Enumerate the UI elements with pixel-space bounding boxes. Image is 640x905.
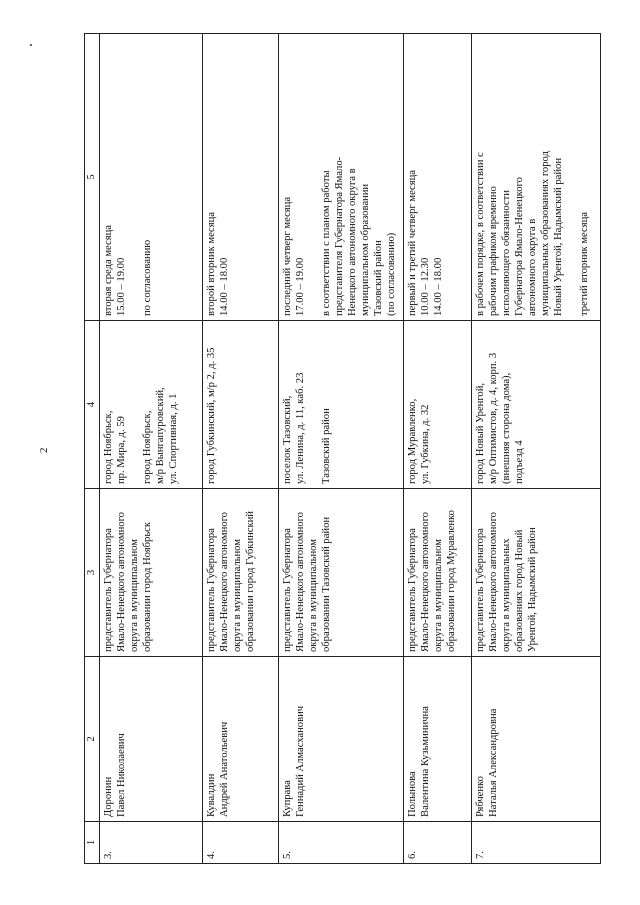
name-cell: [278, 657, 404, 822]
header-row: [85, 34, 100, 864]
text-line: Ненецкого автономного округа в: [346, 168, 358, 316]
text-line: Ямало-Ненецкого автономного: [294, 512, 306, 652]
schedule-cell: [472, 34, 601, 321]
text-line: представитель Губернатора: [205, 528, 217, 652]
text-line: Тазовский район: [372, 240, 384, 316]
text-block: [281, 325, 307, 484]
text-line: образовании Тазовский район: [320, 516, 332, 652]
text-block: [320, 38, 398, 316]
text-line: округа в муниципальном: [433, 539, 445, 652]
text-line: поселок Тазовский,: [281, 395, 293, 484]
text-line: город Ноябрьск,: [103, 410, 114, 484]
text-line: вторая среда месяца: [103, 225, 114, 316]
text-line: представитель Губернатора: [475, 528, 487, 652]
text-line: Куправа: [281, 780, 293, 817]
text-block: [578, 38, 591, 316]
text-line: 10.00 – 12.30: [420, 257, 432, 316]
text-line: образовании город Ноябрьск: [142, 521, 153, 652]
text-line: первый и третий четверг месяца: [407, 169, 419, 316]
schedule-cell: [202, 34, 278, 321]
row-number-cell: 7.: [472, 822, 601, 864]
text-line: город Муравленко,: [407, 398, 419, 484]
text-line: Павел Николаевич: [116, 733, 127, 817]
row-number-cell: 5.: [278, 822, 404, 864]
table-row: [404, 34, 472, 864]
row-number-cell: 6.: [404, 822, 472, 864]
text-line: последний четверг месяца: [281, 196, 293, 316]
text-block: [406, 325, 432, 484]
position-cell: [472, 489, 601, 657]
header-cell: 5: [85, 34, 100, 321]
address-cell: [100, 321, 203, 489]
text-line: Ямало-Ненецкого автономного: [488, 512, 500, 652]
header-cell: 2: [85, 657, 100, 822]
text-line: Валентина Кузьминична: [420, 706, 432, 817]
page-number: 2: [38, 447, 50, 453]
position-cell: [404, 489, 472, 657]
schedule-cell: [404, 34, 472, 321]
text-line: округа в муниципальном: [129, 539, 140, 652]
text-line: представитель Губернатора: [407, 528, 419, 652]
text-block: [102, 325, 128, 484]
text-line: ул. Спортивная, д. 1: [168, 393, 179, 484]
text-block: [474, 38, 565, 316]
name-cell: [202, 657, 278, 822]
text-line: по согласованию: [142, 239, 153, 316]
table-row: [278, 34, 404, 864]
scan-speck: [30, 44, 32, 46]
text-line: ул. Ленина, д. 11, каб. 23: [294, 372, 306, 484]
position-cell: [202, 489, 278, 657]
text-line: (внешняя сторона дома),: [501, 372, 513, 484]
text-line: округа в муниципальном: [231, 539, 243, 652]
text-block: [320, 325, 333, 484]
header-cell: 4: [85, 321, 100, 489]
text-line: представителя Губернатора Ямало-: [333, 156, 345, 316]
text-line: Новый Уренгой, Надымский район: [553, 157, 565, 316]
text-block: [281, 38, 307, 316]
text-line: город Ноябрьск,: [142, 410, 153, 484]
table-row: [202, 34, 278, 864]
text-line: Наталья Александровна: [488, 708, 500, 817]
text-line: Кувалдин: [205, 773, 217, 817]
text-line: Тазовский район: [320, 408, 332, 484]
text-line: второй вторник месяца: [205, 211, 217, 316]
position-cell: [278, 489, 404, 657]
text-line: Губернатора Ямало-Ненецкого: [514, 177, 526, 316]
text-line: 14.00 – 18.00: [433, 257, 445, 316]
text-line: Ямало-Ненецкого автономного: [218, 512, 230, 652]
text-line: исполняющего обязанности: [501, 190, 513, 316]
schedule-cell: [100, 34, 203, 321]
text-line: Андрей Анатольевич: [218, 721, 230, 817]
position-cell: [100, 489, 203, 657]
address-cell: [278, 321, 404, 489]
text-block: [141, 325, 180, 484]
text-line: Ямало-Ненецкого автономного: [420, 512, 432, 652]
text-line: 14.00 – 18.00: [218, 257, 230, 316]
text-block: [141, 38, 154, 316]
header-cell: 1: [85, 822, 100, 864]
text-line: образованиях город Новый: [514, 529, 526, 652]
name-cell: [404, 657, 472, 822]
text-line: округа в муниципальном: [307, 539, 319, 652]
text-block: [102, 38, 128, 316]
text-block: [406, 38, 445, 316]
text-line: Доронин: [103, 776, 114, 817]
name-cell: [100, 657, 203, 822]
address-cell: [472, 321, 601, 489]
text-line: пр. Мира, д. 59: [116, 416, 127, 484]
table-row: [472, 34, 601, 864]
text-line: Рябченко: [475, 776, 487, 817]
text-line: 15.00 – 19.00: [116, 257, 127, 316]
text-line: Полынова: [407, 771, 419, 817]
text-line: город Губкинский, м/р 2, д. 35: [205, 347, 217, 484]
text-line: представитель Губернатора: [103, 528, 114, 652]
text-line: город Новый Уренгой,: [475, 382, 487, 484]
text-line: округа в муниципальных: [501, 538, 513, 652]
text-line: Ямало-Ненецкого автономного: [116, 512, 127, 652]
text-line: подъезд 4: [514, 440, 526, 484]
text-line: м/р Вынгапуровский,: [155, 387, 166, 484]
text-line: рабочим графиком временно: [488, 186, 500, 316]
text-block: [205, 38, 231, 316]
text-line: Геннадий Алмасханович: [294, 705, 306, 817]
text-line: автономного округа в: [527, 218, 539, 316]
text-line: 17.00 – 19.00: [294, 257, 306, 316]
row-number-cell: 3.: [100, 822, 203, 864]
name-cell: [472, 657, 601, 822]
address-cell: [202, 321, 278, 489]
row-number-cell: 4.: [202, 822, 278, 864]
rotated-table-container: [84, 34, 601, 864]
text-line: третий вторник месяца: [579, 212, 591, 316]
text-block: [205, 325, 218, 484]
text-line: Уренгой, Надымский район: [527, 527, 539, 652]
text-line: муниципальном образовании: [359, 183, 371, 316]
header-cell: 3: [85, 489, 100, 657]
table-row: [100, 34, 203, 864]
schedule-cell: [278, 34, 404, 321]
text-line: образовании город Муравленко: [446, 510, 458, 652]
text-line: (по согласованию): [385, 232, 397, 316]
text-block: [474, 325, 526, 484]
text-line: в рабочем порядке, в соответствии с: [475, 152, 487, 316]
document-table: [84, 33, 601, 864]
text-line: в соответствии с планом работы: [320, 170, 332, 316]
address-cell: [404, 321, 472, 489]
text-line: представитель Губернатора: [281, 528, 293, 652]
text-line: образовании город Губкинский: [244, 511, 256, 652]
text-line: ул. Губкина, д. 32: [420, 404, 432, 484]
text-line: муниципальных образованиях город: [540, 151, 552, 316]
text-line: м/р Оптимистов, д. 4, корп. 3: [488, 352, 500, 484]
